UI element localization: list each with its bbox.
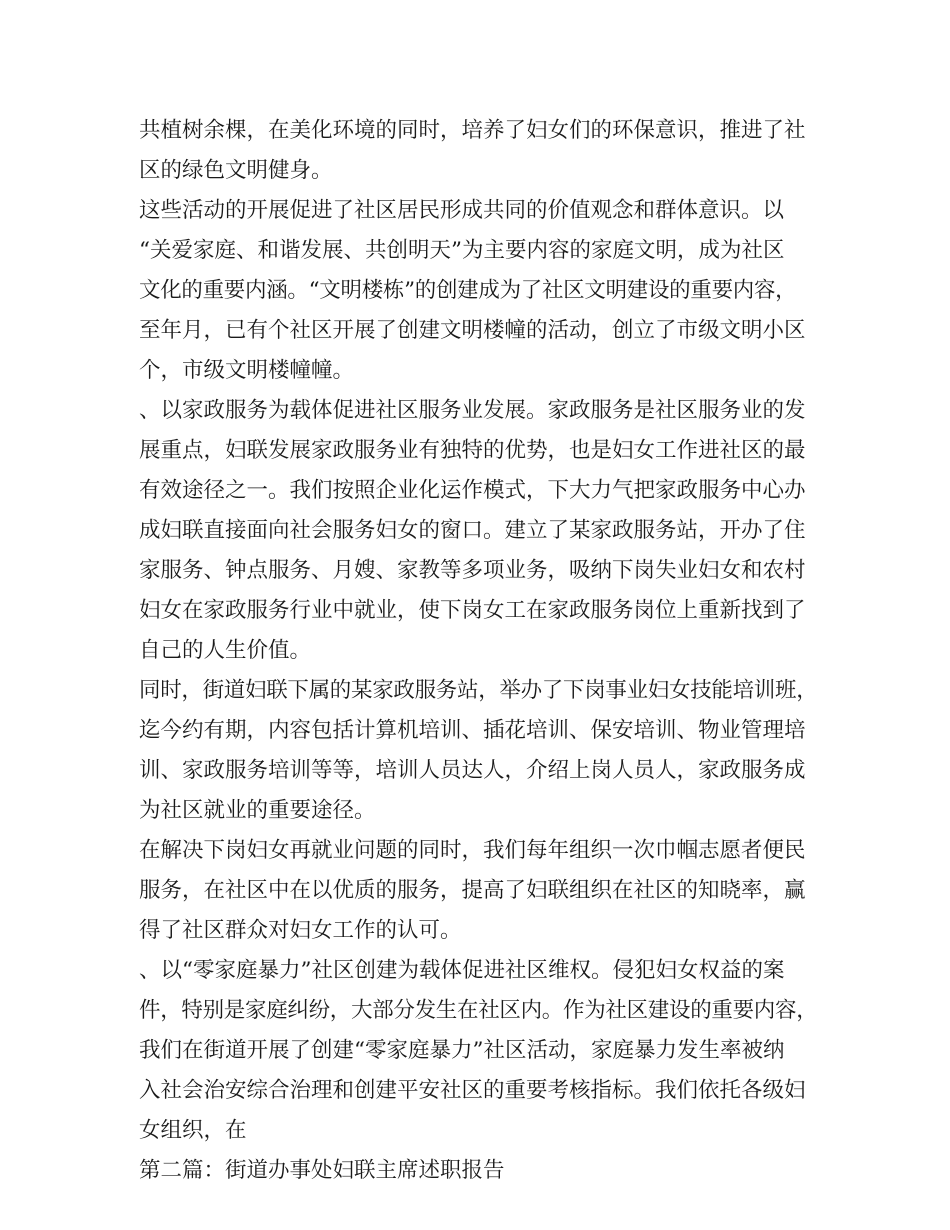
text-line: 训、家政服务培训等等，培训人员达人，介绍上岗人员人，家政服务成 xyxy=(139,758,806,783)
text-line: 女组织，在 xyxy=(139,1118,247,1143)
text-line: 服务，在社区中在以优质的服务，提高了妇联组织在社区的知晓率，赢 xyxy=(139,878,806,903)
text-line: 有效途径之一。我们按照企业化运作模式，下大力气把家政服务中心办 xyxy=(139,478,806,503)
text-line: 、以“零家庭暴力”社区创建为载体促进社区维权。侵犯妇女权益的案 xyxy=(139,958,785,983)
text-line: 文化的重要内涵。“文明楼栋”的创建成为了社区文明建设的重要内容， xyxy=(139,278,797,303)
text-line: 件，特别是家庭纠纷，大部分发生在社区内。作为社区建设的重要内容， xyxy=(139,998,818,1023)
text-line: 个，市级文明楼幢幢。 xyxy=(139,358,355,383)
text-line: 得了社区群众对妇女工作的认可。 xyxy=(139,918,462,943)
text-line: 成妇联直接面向社会服务妇女的窗口。建立了某家政服务站，开办了住 xyxy=(139,518,806,543)
text-line: 我们在街道开展了创建“零家庭暴力”社区活动，家庭暴力发生率被纳 xyxy=(139,1038,785,1063)
text-line: 妇女在家政服务行业中就业，使下岗女工在家政服务岗位上重新找到了 xyxy=(139,598,806,623)
text-line: “关爱家庭、和谐发展、共创明天”为主要内容的家庭文明，成为社区 xyxy=(139,238,785,263)
text-line: 在解决下岗妇女再就业问题的同时，我们每年组织一次巾帼志愿者便民 xyxy=(139,838,806,863)
text-line: 自己的人生价值。 xyxy=(139,638,312,663)
text-line: 至年月，已有个社区开展了创建文明楼幢的活动，创立了市级文明小区 xyxy=(139,318,806,343)
section-heading: 第二篇：街道办事处妇联主席述职报告 xyxy=(139,1158,505,1183)
text-line: 共植树余棵，在美化环境的同时，培养了妇女们的环保意识，推进了社 xyxy=(139,118,806,143)
text-line: 区的绿色文明健身。 xyxy=(139,158,333,183)
text-line: 家服务、钟点服务、月嫂、家教等多项业务，吸纳下岗失业妇女和农村 xyxy=(139,558,806,583)
text-line: 这些活动的开展促进了社区居民形成共同的价值观念和群体意识。以 xyxy=(139,198,785,223)
text-line: 入社会治安综合治理和创建平安社区的重要考核指标。我们依托各级妇 xyxy=(139,1078,806,1103)
document-body xyxy=(139,111,829,1191)
text-line: 展重点，妇联发展家政服务业有独特的优势，也是妇女工作进社区的最 xyxy=(139,438,806,463)
text-line: 迄今约有期，内容包括计算机培训、插花培训、保安培训、物业管理培 xyxy=(139,718,806,743)
text-line: 、以家政服务为载体促进社区服务业发展。家政服务是社区服务业的发 xyxy=(139,398,806,423)
text-line: 同时，街道妇联下属的某家政服务站，举办了下岗事业妇女技能培训班， xyxy=(139,678,818,703)
text-line: 为社区就业的重要途径。 xyxy=(139,798,376,823)
